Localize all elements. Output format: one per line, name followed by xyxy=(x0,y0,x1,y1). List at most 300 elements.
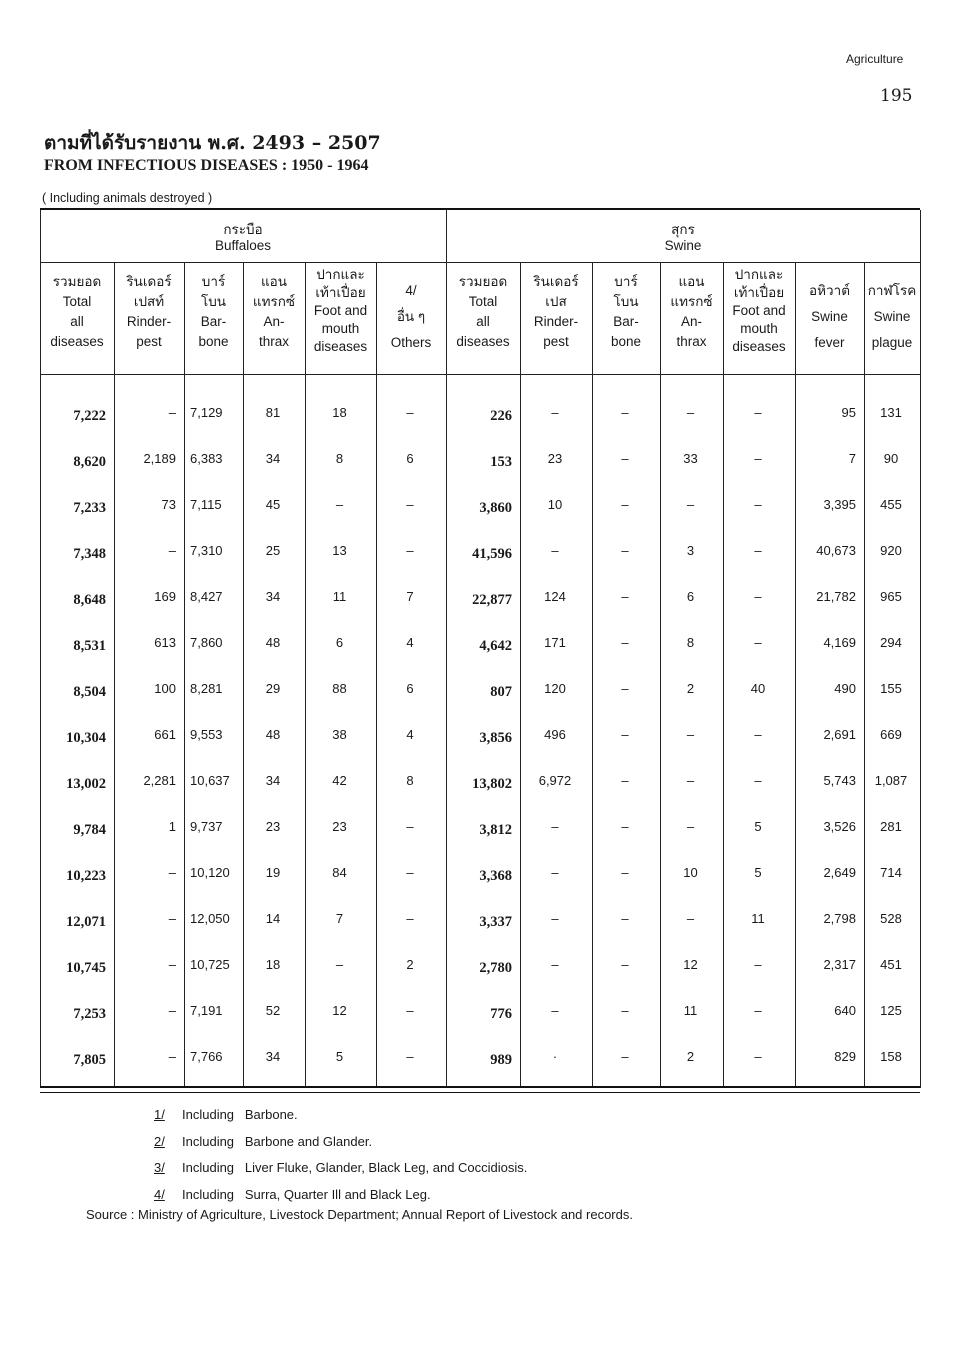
table-cell: 661 xyxy=(154,727,176,742)
table-cell: – xyxy=(406,1049,414,1064)
column-header-line: mouth xyxy=(321,321,360,336)
column-header xyxy=(40,272,114,352)
table-cell: 7,191 xyxy=(190,1003,223,1018)
table-cell: 2 xyxy=(406,957,414,972)
table-cell: 90 xyxy=(883,451,899,466)
table-cell: – xyxy=(621,911,629,926)
table-cell: 3,368 xyxy=(479,868,512,884)
table-cell: 52 xyxy=(265,1003,281,1018)
table-cell: 95 xyxy=(841,405,856,420)
table-cell: 8,504 xyxy=(73,684,106,700)
table-cell: – xyxy=(406,543,414,558)
column-divider xyxy=(243,262,244,1086)
table-cell: – xyxy=(168,1003,176,1018)
table-cell: 171 xyxy=(544,635,566,650)
column-header-line: thrax xyxy=(676,334,707,349)
table-cell: 8,427 xyxy=(190,589,223,604)
table-cell: 7,348 xyxy=(73,546,106,562)
table-cell: – xyxy=(686,405,695,420)
group-header-rule xyxy=(40,262,920,263)
column-header-line: อหิวาต์ xyxy=(809,283,850,298)
table-cell: 88 xyxy=(332,681,347,696)
column-header-line: รินเดอร์ xyxy=(533,274,579,289)
table-cell: – xyxy=(754,497,762,512)
table-cell: 294 xyxy=(880,635,902,650)
table-cell: 158 xyxy=(880,1049,902,1064)
group-header-english: Swine xyxy=(664,238,702,253)
table-cell: – xyxy=(621,405,629,420)
table-cell: 1 xyxy=(168,819,176,834)
table-cell: 12 xyxy=(683,957,698,972)
table-cell: – xyxy=(754,543,762,558)
footnote xyxy=(154,1155,527,1182)
table-cell: – xyxy=(754,727,762,742)
table-cell: 10 xyxy=(683,865,698,880)
table-cell: 714 xyxy=(880,865,902,880)
table-cell: 3,526 xyxy=(823,819,856,834)
table-cell: 6,972 xyxy=(538,773,572,788)
table-cell: – xyxy=(621,773,629,788)
column-divider xyxy=(376,262,377,1086)
table-cell: 6 xyxy=(406,451,414,466)
column-header xyxy=(592,272,660,352)
table-cell: 125 xyxy=(880,1003,902,1018)
column-header-line: Others xyxy=(390,335,432,350)
footnote-number: 1/ xyxy=(154,1107,165,1122)
table-cell: – xyxy=(551,911,559,926)
table-cell: – xyxy=(754,1049,762,1064)
table-cell: 10,637 xyxy=(190,773,230,788)
table-cell: 25 xyxy=(265,543,281,558)
column-header-line: diseases xyxy=(456,334,510,349)
table-cell: 226 xyxy=(490,408,512,424)
table-cell: – xyxy=(335,957,344,972)
table-cell: 40 xyxy=(750,681,766,696)
column-header-line: เปส xyxy=(545,294,567,309)
table-cell: 7 xyxy=(406,589,414,604)
table-cell: – xyxy=(335,497,344,512)
table-top-rule xyxy=(40,208,920,210)
table-cell: 669 xyxy=(880,727,902,742)
table-cell: 7,310 xyxy=(190,543,223,558)
column-header-line: Total xyxy=(62,294,92,309)
group-header-buffaloes xyxy=(40,222,446,254)
table-cell: 8 xyxy=(335,451,344,466)
table-cell: 5 xyxy=(335,1049,344,1064)
table-cell: 12 xyxy=(332,1003,347,1018)
table-cell: 33 xyxy=(683,451,698,466)
column-header-line: pest xyxy=(136,334,162,349)
table-cell: 7,860 xyxy=(190,635,223,650)
column-header-line: กาฬโรค xyxy=(867,283,917,298)
table-cell: 7,233 xyxy=(73,500,106,516)
table-cell: – xyxy=(551,819,559,834)
table-cell: 38 xyxy=(332,727,347,742)
column-header-line: แอน xyxy=(260,274,288,289)
group-header-thai: สุกร xyxy=(671,222,695,237)
table-cell: – xyxy=(621,1049,629,1064)
table-cell: 3 xyxy=(686,543,695,558)
column-header-line: diseases xyxy=(732,339,786,354)
table-cell: 23 xyxy=(332,819,347,834)
table-cell: 19 xyxy=(265,865,281,880)
footnote-number: 4/ xyxy=(154,1186,165,1202)
column-header-line: Bar- xyxy=(613,314,639,329)
table-cell: – xyxy=(686,773,695,788)
table-cell: – xyxy=(621,819,629,834)
column-header-line: แอน xyxy=(678,274,705,289)
table-cell: – xyxy=(621,451,629,466)
table-cell: 29 xyxy=(265,681,281,696)
column-header xyxy=(243,272,305,352)
footnotes xyxy=(154,1102,527,1208)
column-divider xyxy=(305,262,306,1086)
table-cell: 7 xyxy=(848,451,856,466)
table-cell: 5 xyxy=(754,865,762,880)
table-cell: 8 xyxy=(686,635,695,650)
column-header-line: fever xyxy=(814,335,845,350)
column-header-line: all xyxy=(70,314,84,329)
footnote-text: Including Liver Fluke, Glander, Black Leg, and Coccidiosis. xyxy=(182,1160,528,1175)
table-cell: 6 xyxy=(335,635,344,650)
table-cell: 4 xyxy=(406,727,414,742)
table-cell: 8,531 xyxy=(73,638,106,654)
table-cell: – xyxy=(621,497,629,512)
table-cell: 40,673 xyxy=(816,543,856,558)
table-cell: – xyxy=(551,543,559,558)
column-divider xyxy=(795,262,796,1086)
table-cell: – xyxy=(406,819,414,834)
column-header-line: บาร์ xyxy=(201,274,226,289)
column-header-line: all xyxy=(476,314,490,329)
column-header xyxy=(660,272,723,352)
table-cell: 84 xyxy=(332,865,347,880)
table-cell: 13,002 xyxy=(66,776,106,792)
table-cell: 2,281 xyxy=(143,773,176,788)
table-cell: 7,129 xyxy=(190,405,223,420)
table-cell: 2 xyxy=(686,681,695,696)
column-header xyxy=(520,272,592,352)
column-header-line: Swine xyxy=(873,309,911,324)
column-header-line: plague xyxy=(871,335,913,350)
table-cell: 18 xyxy=(332,405,347,420)
table-cell: – xyxy=(406,497,414,512)
table-cell: – xyxy=(621,589,629,604)
table-cell: 496 xyxy=(544,727,566,742)
table-cell: 120 xyxy=(544,681,566,696)
column-header-line: บาร์ xyxy=(614,274,638,289)
table-cell: 2,189 xyxy=(143,451,176,466)
column-header-line: เท้าเปื่อย xyxy=(733,285,785,300)
table-cell: 8,620 xyxy=(73,454,106,470)
column-header-line: รวมยอด xyxy=(52,274,102,289)
table-cell: 3,395 xyxy=(823,497,856,512)
column-header-line: ปากและ xyxy=(316,267,365,282)
table-cell: 7,253 xyxy=(73,1006,106,1022)
table-cell: – xyxy=(621,957,629,972)
column-header-line: รินเดอร์ xyxy=(126,274,172,289)
table-cell: 14 xyxy=(265,911,281,926)
table-cell: · xyxy=(552,1049,558,1064)
column-header-line: Swine xyxy=(811,309,848,324)
table-cell: – xyxy=(754,451,762,466)
table-cell: 11 xyxy=(683,1003,698,1018)
table-cell: 169 xyxy=(154,589,176,604)
table-cell: 42 xyxy=(332,773,347,788)
column-header-line: bone xyxy=(610,334,642,349)
column-header xyxy=(864,278,920,356)
footnote-text: Including Barbone and Glander. xyxy=(182,1133,373,1149)
table-cell: 11 xyxy=(751,911,765,926)
column-header-line: Foot and xyxy=(732,303,786,318)
column-header-line: เปสท์ xyxy=(133,294,165,309)
table-cell: 455 xyxy=(880,497,902,512)
table-cell: 10,223 xyxy=(66,868,106,884)
table-cell: – xyxy=(686,727,695,742)
table-bottom-rule-thin xyxy=(40,1092,920,1093)
table-cell: 8,648 xyxy=(73,592,106,608)
table-cell: 2,317 xyxy=(823,957,856,972)
table-border xyxy=(920,210,921,1088)
column-header xyxy=(376,278,446,356)
column-header-line: bone xyxy=(198,334,229,349)
column-header-line: An- xyxy=(680,314,702,329)
table-cell: 9,784 xyxy=(73,822,106,838)
column-header-line: diseases xyxy=(313,339,368,354)
column-header-line: โบน xyxy=(613,294,639,309)
table-cell: 10,725 xyxy=(190,957,230,972)
table-cell: 8,281 xyxy=(190,681,223,696)
column-header xyxy=(723,266,795,356)
table-cell: – xyxy=(686,911,695,926)
table-cell: – xyxy=(621,727,629,742)
table-cell: 6 xyxy=(406,681,414,696)
table-cell: 2,691 xyxy=(823,727,856,742)
table-cell: – xyxy=(168,865,176,880)
table-cell: 100 xyxy=(154,681,176,696)
table-cell: – xyxy=(551,405,559,420)
table-cell: 81 xyxy=(265,405,281,420)
table-note: ( Including animals destroyed ) xyxy=(42,191,213,205)
column-divider xyxy=(592,262,593,1086)
table-cell: 920 xyxy=(880,543,902,558)
table-cell: 45 xyxy=(265,497,281,512)
table-cell: 34 xyxy=(265,589,281,604)
column-header xyxy=(184,272,243,352)
group-header-swine xyxy=(446,222,920,254)
table-cell: 10 xyxy=(547,497,563,512)
column-divider xyxy=(864,262,865,1086)
column-header xyxy=(446,272,520,352)
table-cell: 8 xyxy=(406,773,414,788)
column-divider xyxy=(723,262,724,1086)
table-cell: 4,642 xyxy=(479,638,512,654)
table-cell: – xyxy=(406,865,414,880)
table-cell: 613 xyxy=(154,635,176,650)
table-cell: – xyxy=(754,957,762,972)
column-header-line: Rinder- xyxy=(126,314,172,329)
table-cell: 451 xyxy=(880,957,902,972)
table-cell: – xyxy=(621,635,629,650)
title-thai: ตามที่ได้รับรายงาน พ.ศ. 2493 – 2507 xyxy=(44,132,381,154)
table-cell: 2 xyxy=(686,1049,695,1064)
table-cell: 989 xyxy=(490,1052,512,1068)
table-cell: 6,383 xyxy=(190,451,223,466)
table-cell: 5,743 xyxy=(823,773,856,788)
column-header-line: thrax xyxy=(258,334,289,349)
table-cell: 2,780 xyxy=(479,960,512,976)
column-header xyxy=(305,266,376,356)
footnote xyxy=(154,1102,527,1129)
table-cell: 10,120 xyxy=(190,865,230,880)
table-cell: – xyxy=(406,1003,414,1018)
column-header-line: mouth xyxy=(740,321,778,336)
table-cell: 23 xyxy=(265,819,281,834)
table-cell: 22,877 xyxy=(472,592,512,608)
table-cell: 73 xyxy=(161,497,176,512)
group-header-english: Buffaloes xyxy=(214,238,272,253)
table-bottom-rule xyxy=(40,1086,920,1088)
table-cell: 7,222 xyxy=(73,408,106,424)
table-cell: 3,860 xyxy=(479,500,512,516)
table-cell: 7 xyxy=(335,911,344,926)
group-header-thai: กระบือ xyxy=(223,222,263,237)
table-cell: 11 xyxy=(332,589,347,604)
table-cell: 5 xyxy=(754,819,762,834)
column-header-line: แทรกซ์ xyxy=(670,294,713,309)
table-cell: – xyxy=(551,1003,559,1018)
table-cell: 23 xyxy=(547,451,563,466)
table-cell: 4,169 xyxy=(823,635,856,650)
table-cell: – xyxy=(621,681,629,696)
table-cell: 34 xyxy=(265,773,281,788)
table-cell: 490 xyxy=(834,681,856,696)
column-header xyxy=(114,272,184,352)
table-cell: 7,805 xyxy=(73,1052,106,1068)
table-cell: 12,050 xyxy=(190,911,230,926)
table-cell: 34 xyxy=(265,1049,281,1064)
column-header-line: ปากและ xyxy=(734,267,784,282)
column-divider xyxy=(660,262,661,1086)
table-cell: 640 xyxy=(834,1003,856,1018)
table-cell: 34 xyxy=(265,451,281,466)
table-cell: – xyxy=(168,911,176,926)
table-cell: 4 xyxy=(406,635,414,650)
table-cell: – xyxy=(754,635,762,650)
page-number: 195 xyxy=(880,86,913,106)
table-cell: 2,798 xyxy=(823,911,856,926)
table-cell: – xyxy=(686,497,695,512)
table-cell: 9,737 xyxy=(190,819,223,834)
footnote-number: 3/ xyxy=(154,1160,165,1175)
column-header-line: โบน xyxy=(200,294,227,309)
column-header-line: An- xyxy=(263,314,285,329)
table-cell: – xyxy=(754,589,762,604)
column-divider xyxy=(520,262,521,1086)
column-header-line: แทรกซ์ xyxy=(252,294,296,309)
table-cell: – xyxy=(754,405,762,420)
table-cell: – xyxy=(168,405,176,420)
table-cell: 155 xyxy=(880,681,902,696)
table-cell: 48 xyxy=(265,635,281,650)
table-cell: – xyxy=(754,773,762,788)
column-divider xyxy=(184,262,185,1086)
table-cell: 10,745 xyxy=(66,960,106,976)
column-header xyxy=(795,278,864,356)
table-cell: 41,596 xyxy=(472,546,512,562)
table-cell: 3,856 xyxy=(479,730,512,746)
column-header-line: รวมยอด xyxy=(458,274,508,289)
table-cell: 131 xyxy=(880,405,902,420)
table-cell: 153 xyxy=(490,454,512,470)
table-cell: 7,766 xyxy=(190,1049,223,1064)
table-cell: – xyxy=(621,543,629,558)
table-cell: 965 xyxy=(880,589,902,604)
table-cell: 48 xyxy=(265,727,281,742)
column-header-line: Foot and xyxy=(313,303,368,318)
column-header-line: Rinder- xyxy=(533,314,579,329)
table-cell: 13,802 xyxy=(472,776,512,792)
column-header-rule xyxy=(40,374,920,375)
table-cell: – xyxy=(168,1049,176,1064)
column-header-line: Bar- xyxy=(200,314,227,329)
table-cell: 3,337 xyxy=(479,914,512,930)
table-cell: – xyxy=(621,1003,629,1018)
table-cell: 12,071 xyxy=(66,914,106,930)
table-cell: – xyxy=(686,819,695,834)
table-cell: – xyxy=(551,957,559,972)
column-header-line: Total xyxy=(468,294,498,309)
column-header-line: เท้าเปื่อย xyxy=(315,285,366,300)
table-cell: – xyxy=(754,1003,762,1018)
table-cell: 3,812 xyxy=(479,822,512,838)
column-divider xyxy=(114,262,115,1086)
column-header-line: 4/ xyxy=(405,283,417,298)
table-cell: 9,553 xyxy=(190,727,223,742)
footnote-text: Including Barbone. xyxy=(182,1107,298,1122)
table-cell: 2,649 xyxy=(823,865,856,880)
table-cell: – xyxy=(168,957,176,972)
table-cell: 776 xyxy=(490,1006,512,1022)
table-cell: 281 xyxy=(880,819,902,834)
table-cell: 13 xyxy=(332,543,347,558)
footnote-text: Including Surra, Quarter Ill and Black Leg. xyxy=(182,1186,431,1202)
table-cell: – xyxy=(621,865,629,880)
column-header-line: diseases xyxy=(50,334,104,349)
table-cell: 829 xyxy=(834,1049,856,1064)
table-cell: 6 xyxy=(686,589,695,604)
title-english: FROM INFECTIOUS DISEASES : 1950 - 1964 xyxy=(44,157,369,174)
table-cell: 18 xyxy=(265,957,281,972)
table-cell: 1,087 xyxy=(874,773,908,788)
table-cell: – xyxy=(406,911,414,926)
table-cell: 10,304 xyxy=(66,730,106,746)
section-label: Agriculture xyxy=(846,52,904,66)
table-cell: – xyxy=(168,543,176,558)
table-cell: – xyxy=(406,405,414,420)
column-header-line: อื่น ๆ xyxy=(396,309,426,324)
source-note: Source : Ministry of Agriculture, Livestock Department; Annual Report of Livestock and records. xyxy=(86,1207,633,1222)
table-cell: 21,782 xyxy=(816,589,856,604)
table-cell: 807 xyxy=(490,684,512,700)
column-header-line: pest xyxy=(543,334,569,349)
footnote xyxy=(154,1129,527,1156)
table-cell: 528 xyxy=(880,911,902,926)
table-cell: 7,115 xyxy=(190,497,222,512)
footnote-number: 2/ xyxy=(154,1133,165,1149)
table-cell: – xyxy=(551,865,559,880)
footnote xyxy=(154,1182,527,1209)
